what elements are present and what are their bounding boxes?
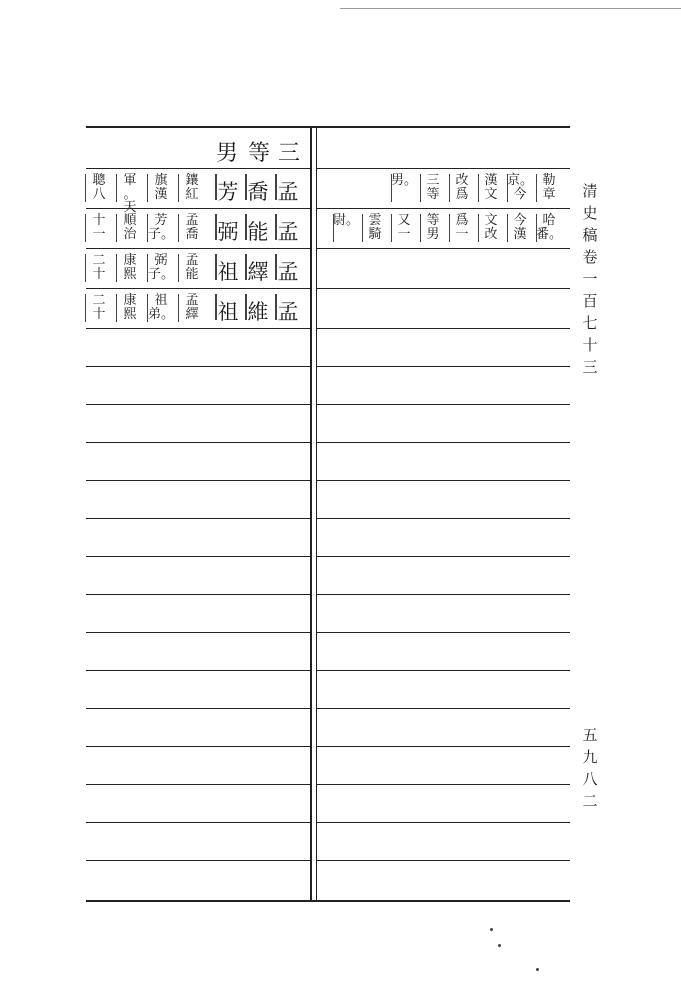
note-char: 二 bbox=[92, 253, 106, 268]
row-rule bbox=[317, 746, 570, 747]
row-rule bbox=[86, 784, 310, 785]
center-divider bbox=[310, 126, 312, 900]
header-char: 章 bbox=[542, 186, 556, 202]
row-rule bbox=[86, 822, 310, 823]
header-column bbox=[422, 214, 444, 241]
mark-bar bbox=[85, 294, 86, 322]
side-title-char: 清 bbox=[582, 182, 598, 200]
note-char: 康 bbox=[123, 253, 137, 268]
note-char: 喬 bbox=[185, 226, 199, 242]
note-column bbox=[87, 294, 111, 321]
note-column bbox=[149, 174, 173, 201]
row-rule bbox=[86, 594, 310, 595]
row-rule bbox=[317, 168, 570, 169]
note-column bbox=[149, 294, 173, 321]
note-char: 十 bbox=[92, 266, 106, 282]
name-char: 能 bbox=[247, 220, 269, 244]
page-number-char: 五 bbox=[582, 726, 598, 744]
mark-bar bbox=[391, 214, 392, 242]
print-speck bbox=[536, 968, 539, 971]
note-char: 康 bbox=[123, 293, 137, 308]
header-char: 勒 bbox=[542, 173, 556, 188]
note-column bbox=[118, 254, 142, 281]
name-char: 祖 bbox=[217, 300, 239, 324]
header-char: 今 bbox=[513, 213, 527, 228]
name-char: 孟 bbox=[277, 180, 299, 204]
header-char: 哈 bbox=[542, 213, 556, 228]
note-char: 弟。 bbox=[148, 306, 175, 322]
header-char: 雲 bbox=[368, 213, 382, 228]
side-title-char: 史 bbox=[582, 204, 598, 222]
header-column bbox=[393, 214, 415, 241]
row-rule bbox=[317, 784, 570, 785]
note-char: 軍 bbox=[123, 173, 137, 188]
mark-bar bbox=[478, 174, 479, 202]
header-char: 爲 bbox=[455, 213, 469, 228]
note-char: 子。 bbox=[148, 266, 175, 282]
mark-bar bbox=[449, 214, 450, 242]
row-rule bbox=[86, 556, 310, 557]
header-column bbox=[536, 213, 563, 242]
note-char: 治 bbox=[123, 226, 137, 242]
row-rule bbox=[317, 366, 570, 367]
note-column bbox=[180, 174, 204, 201]
note-char: 孟 bbox=[185, 213, 199, 228]
note-column bbox=[118, 214, 142, 241]
row-rule bbox=[86, 404, 310, 405]
header-column bbox=[391, 173, 418, 188]
header-char: 漢 bbox=[484, 173, 498, 188]
note-column bbox=[87, 174, 111, 201]
row-rule bbox=[317, 248, 570, 249]
header-char: 文 bbox=[484, 186, 498, 202]
note-char: 弼 bbox=[154, 253, 168, 268]
top-rule bbox=[340, 8, 681, 9]
mark-bar bbox=[85, 254, 86, 282]
note-column bbox=[180, 214, 204, 241]
row-rule bbox=[86, 366, 310, 367]
row-rule bbox=[86, 442, 310, 443]
note-char: 鑲 bbox=[185, 173, 199, 188]
row-rule bbox=[317, 594, 570, 595]
header-char: 三 bbox=[426, 173, 440, 188]
row-rule bbox=[86, 480, 310, 481]
row-rule bbox=[86, 746, 310, 747]
page-number-char: 八 bbox=[582, 770, 598, 788]
mark-bar bbox=[85, 214, 86, 242]
header-column bbox=[422, 174, 444, 201]
mark-bar bbox=[116, 254, 117, 282]
mark-bar bbox=[478, 214, 479, 242]
mark-bar bbox=[178, 214, 179, 242]
row-rule bbox=[86, 328, 310, 329]
row-rule bbox=[317, 632, 570, 633]
mark-bar bbox=[116, 294, 117, 322]
row-rule bbox=[317, 822, 570, 823]
row-rule bbox=[86, 518, 310, 519]
header-column bbox=[480, 214, 502, 241]
header-char: 文 bbox=[484, 213, 498, 228]
header-char: 今 bbox=[513, 186, 527, 202]
mark-bar bbox=[178, 254, 179, 282]
side-title-char: 一 bbox=[582, 270, 598, 288]
header-column bbox=[509, 214, 531, 241]
title-char: 男 bbox=[215, 141, 238, 166]
row-rule bbox=[317, 708, 570, 709]
row-rule bbox=[317, 328, 570, 329]
mark-bar bbox=[420, 174, 421, 202]
page-number-char: 九 bbox=[582, 748, 598, 766]
mark-bar bbox=[116, 214, 117, 242]
mark-bar bbox=[178, 174, 179, 202]
note-char: 一 bbox=[92, 226, 106, 242]
mark-bar bbox=[362, 214, 363, 242]
header-char: 京。 bbox=[507, 173, 534, 188]
row-rule bbox=[317, 442, 570, 443]
table-bottom-border bbox=[86, 900, 570, 902]
note-char: 二 bbox=[92, 293, 106, 308]
note-char: 熙 bbox=[123, 266, 137, 282]
row-rule bbox=[86, 860, 310, 861]
mark-bar bbox=[178, 294, 179, 322]
mark-bar bbox=[536, 174, 537, 202]
row-rule bbox=[317, 208, 570, 209]
header-char: 等 bbox=[426, 213, 440, 228]
note-char: 順 bbox=[123, 213, 137, 228]
name-char: 喬 bbox=[247, 180, 269, 204]
name-char: 孟 bbox=[277, 300, 299, 324]
row-rule bbox=[86, 168, 310, 169]
header-char: 改 bbox=[484, 226, 498, 242]
note-char: 子。 bbox=[148, 226, 175, 242]
side-title-char: 稿 bbox=[582, 226, 598, 244]
row-rule bbox=[86, 288, 310, 289]
row-rule bbox=[317, 670, 570, 671]
mark-bar bbox=[449, 174, 450, 202]
name-char: 祖 bbox=[217, 260, 239, 284]
header-column bbox=[451, 214, 473, 241]
note-char: 聰 bbox=[92, 173, 106, 188]
header-column bbox=[507, 173, 534, 202]
mark-bar bbox=[85, 174, 86, 202]
side-title-char: 百 bbox=[582, 292, 598, 310]
row-rule bbox=[86, 632, 310, 633]
page-number-char: 二 bbox=[582, 792, 598, 810]
side-title-char: 七 bbox=[582, 314, 598, 332]
note-column bbox=[87, 214, 111, 241]
row-rule bbox=[317, 404, 570, 405]
row-rule bbox=[86, 708, 310, 709]
header-char: 騎 bbox=[368, 226, 382, 242]
header-column bbox=[538, 174, 560, 201]
note-char: 孟 bbox=[185, 253, 199, 268]
header-char: 漢 bbox=[513, 226, 527, 242]
title-char: 等 bbox=[247, 141, 270, 166]
mark-bar bbox=[507, 214, 508, 242]
name-char: 繹 bbox=[247, 260, 269, 284]
row-rule bbox=[317, 480, 570, 481]
header-char: 爲 bbox=[455, 186, 469, 202]
note-column bbox=[118, 174, 142, 215]
mark-bar bbox=[147, 174, 148, 202]
print-speck bbox=[490, 928, 493, 931]
row-rule bbox=[317, 556, 570, 557]
note-char: 紅 bbox=[185, 186, 199, 202]
header-column bbox=[364, 214, 386, 241]
note-char: 孟 bbox=[185, 293, 199, 308]
table-top-border bbox=[86, 126, 570, 128]
row-rule bbox=[317, 288, 570, 289]
header-char: 一 bbox=[397, 226, 411, 242]
header-column bbox=[451, 174, 473, 201]
header-char: 男。 bbox=[391, 173, 418, 188]
note-char: 祖 bbox=[154, 293, 168, 308]
note-column bbox=[149, 214, 173, 241]
note-char: 熙 bbox=[123, 306, 137, 322]
name-char: 孟 bbox=[277, 220, 299, 244]
note-column bbox=[180, 254, 204, 281]
note-column bbox=[180, 294, 204, 321]
header-char: 等 bbox=[426, 186, 440, 202]
note-char: 八 bbox=[92, 186, 106, 202]
header-column bbox=[480, 174, 502, 201]
note-char: 旗 bbox=[154, 173, 168, 188]
mark-bar bbox=[116, 174, 117, 202]
name-char: 孟 bbox=[277, 260, 299, 284]
side-title-char: 三 bbox=[582, 358, 598, 376]
note-char: 繹 bbox=[185, 306, 199, 322]
header-char: 又 bbox=[397, 213, 411, 228]
header-char: 改 bbox=[455, 173, 469, 188]
row-rule bbox=[86, 248, 310, 249]
print-speck bbox=[498, 944, 501, 947]
note-char: 十 bbox=[92, 213, 106, 228]
header-char: 一 bbox=[455, 226, 469, 242]
side-title-char: 十 bbox=[582, 336, 598, 354]
row-rule bbox=[317, 860, 570, 861]
note-char: 能 bbox=[185, 266, 199, 282]
header-column bbox=[333, 213, 360, 228]
header-char: 男 bbox=[426, 226, 440, 242]
name-char: 弼 bbox=[217, 220, 239, 244]
note-column bbox=[118, 294, 142, 321]
title-char: 三 bbox=[277, 141, 300, 166]
row-rule bbox=[86, 670, 310, 671]
note-column bbox=[149, 254, 173, 281]
note-char: 漢 bbox=[154, 186, 168, 202]
note-char: 芳 bbox=[154, 213, 168, 228]
name-char: 維 bbox=[247, 300, 269, 324]
note-column bbox=[87, 254, 111, 281]
note-char: 。天 bbox=[123, 186, 137, 216]
name-char: 芳 bbox=[217, 180, 239, 204]
note-char: 十 bbox=[92, 306, 106, 322]
header-char: 番。 bbox=[536, 226, 563, 242]
side-title-char: 卷 bbox=[582, 248, 598, 266]
mark-bar bbox=[420, 214, 421, 242]
row-rule bbox=[317, 518, 570, 519]
header-char: 尉。 bbox=[333, 213, 360, 228]
